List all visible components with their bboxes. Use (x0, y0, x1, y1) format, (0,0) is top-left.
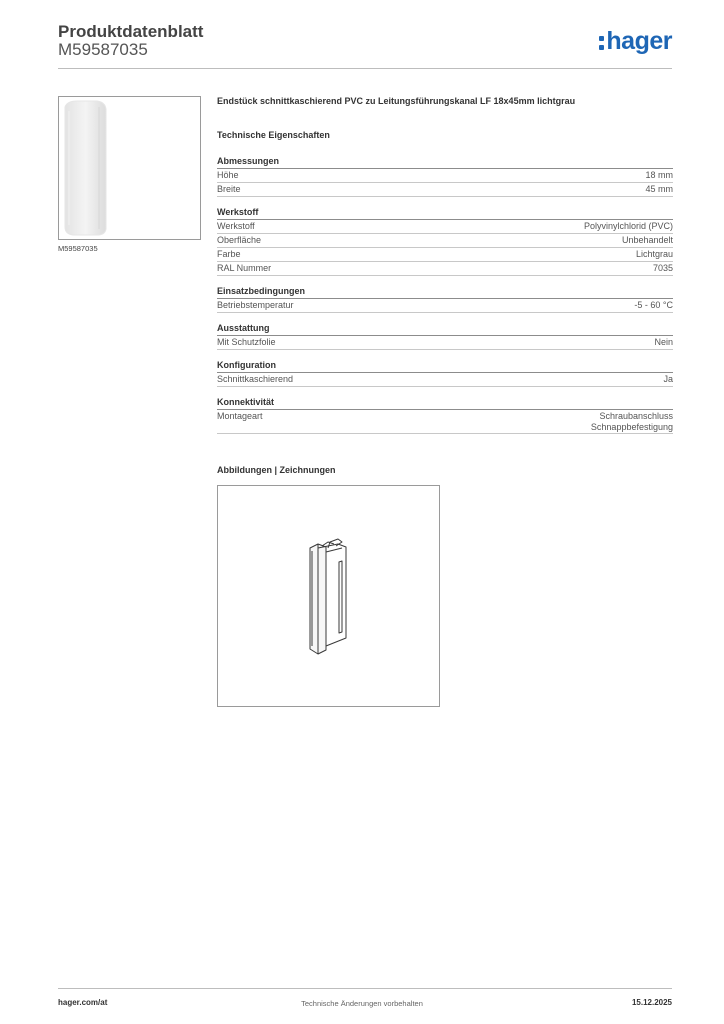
spec-value: Nein (654, 337, 673, 347)
technical-drawing (217, 485, 440, 707)
spec-row (217, 410, 673, 434)
spec-value: Polyvinylchlorid (PVC) (583, 221, 673, 231)
document-title: Produktdatenblatt (58, 22, 204, 41)
spec-row (217, 336, 673, 350)
spec-sheet (217, 96, 673, 434)
spec-row (217, 299, 673, 313)
spec-value: Lichtgrau (635, 249, 673, 259)
spec-label: Farbe (217, 249, 241, 259)
thumbnail-caption: M59587035 (58, 244, 98, 253)
drawings-heading: Abbildungen | Zeichnungen (217, 465, 336, 475)
logo-text: hager (606, 27, 672, 55)
section-heading: Technische Eigenschaften (217, 130, 330, 140)
spec-label: Oberfläche (217, 235, 262, 245)
document-number: M59587035 (58, 40, 148, 59)
product-thumbnail (58, 96, 201, 240)
group-title: Abmessungen (217, 156, 673, 169)
spec-value: Unbehandelt (621, 235, 673, 245)
spec-value: Ja (663, 374, 673, 384)
spec-row (217, 262, 673, 276)
spec-row (217, 220, 673, 234)
hager-logo (599, 28, 672, 54)
group-title: Konnektivität (217, 397, 673, 410)
product-photo-icon (59, 97, 200, 239)
group-material (217, 207, 673, 276)
spec-value: 7035 (652, 263, 673, 273)
spec-value: 18 mm (645, 170, 673, 180)
spec-label: Schnittkaschierend (217, 374, 294, 384)
group-operating-conditions (217, 286, 673, 313)
spec-label: Werkstoff (217, 221, 255, 231)
product-title: Endstück schnittkaschierend PVC zu Leitungsführungskanal LF 18x45mm lichtgrau (217, 96, 576, 106)
group-title: Werkstoff (217, 207, 673, 220)
spec-row (217, 248, 673, 262)
spec-label: Breite (217, 184, 241, 194)
group-title: Ausstattung (217, 323, 673, 336)
group-title: Einsatzbedingungen (217, 286, 673, 299)
spec-label: Montageart (217, 411, 263, 421)
footer-date: 15.12.2025 (631, 998, 672, 1007)
header-divider (58, 68, 672, 69)
spec-value (591, 411, 673, 433)
group-connectivity (217, 397, 673, 434)
spec-value: 45 mm (645, 184, 673, 194)
spec-value: -5 - 60 °C (634, 300, 673, 310)
logo-colon-icon (599, 35, 604, 51)
group-equipment (217, 323, 673, 350)
group-configuration (217, 360, 673, 387)
end-cap-drawing-icon (218, 486, 439, 706)
footer-divider (58, 988, 672, 989)
spec-value-line: Schnappbefestigung (590, 422, 673, 432)
spec-label: Höhe (217, 170, 239, 180)
spec-label: Betriebstemperatur (217, 300, 294, 310)
footer-website: hager.com/at (58, 998, 108, 1007)
spec-row (217, 234, 673, 248)
spec-label: Mit Schutzfolie (217, 337, 276, 347)
group-title: Konfiguration (217, 360, 673, 373)
spec-row (217, 373, 673, 387)
spec-row (217, 169, 673, 183)
spec-value-line: Schraubanschluss (599, 411, 673, 421)
spec-label: RAL Nummer (217, 263, 272, 273)
spec-row (217, 183, 673, 197)
page-header (58, 20, 672, 70)
group-dimensions (217, 156, 673, 197)
footer-disclaimer: Technische Änderungen vorbehalten (301, 999, 423, 1008)
